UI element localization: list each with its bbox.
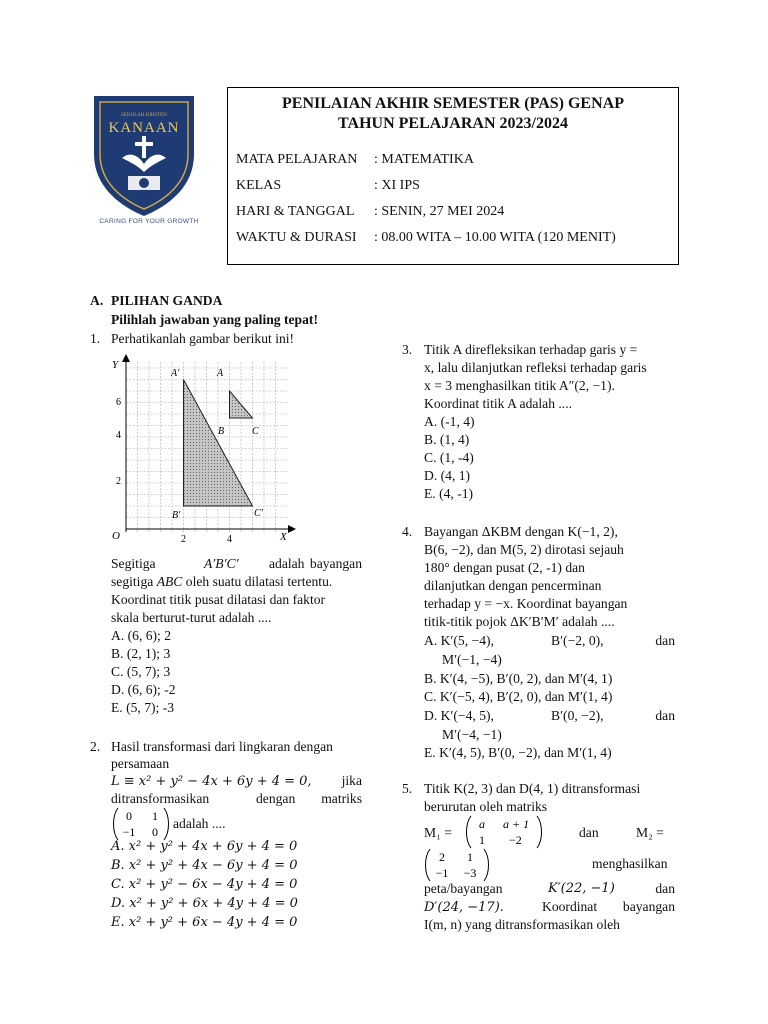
point-label: C <box>252 426 259 437</box>
q2-number: 2. <box>90 739 101 754</box>
y-tick-label: 6 <box>116 397 121 408</box>
q2-option-a[interactable]: A. x² + y² + 4x + 6y + 4 = 0 <box>111 839 298 854</box>
q3-text-line: Titik A direfleksikan terhadap garis y = <box>424 342 638 357</box>
q5-text-line: dan <box>579 825 599 840</box>
q3-text-line: x = 3 menghasilkan titik A″(2, −1). <box>424 378 615 393</box>
x-axis-label: X <box>280 531 287 543</box>
q1-option-d[interactable]: D. (6, 6); -2 <box>111 682 176 697</box>
q4-option-a-cont[interactable]: M′(−1, −4) <box>442 652 502 667</box>
q2-text-line: Hasil transformasi dari lingkaran dengan <box>111 739 333 754</box>
q3-text-line: Koordinat titik A adalah .... <box>424 396 572 411</box>
q4-number: 4. <box>402 524 413 539</box>
info-row-subject <box>236 152 474 168</box>
m1-label: M₁ = <box>424 825 452 840</box>
origin-label: O <box>112 530 120 542</box>
school-logo <box>88 92 200 230</box>
y-tick-label: 4 <box>116 430 121 441</box>
svg-text:−2: −2 <box>509 833 522 847</box>
logo-top-text: SEKOLAH KRISTEN <box>121 113 167 118</box>
info-label: HARI & TANGGAL <box>236 204 355 219</box>
section-title: PILIHAN GANDA <box>111 293 223 308</box>
section-letter: A. <box>90 293 104 308</box>
exam-title: PENILAIAN AKHIR SEMESTER (PAS) GENAP <box>282 95 624 112</box>
q2-text-line: persamaan <box>111 756 170 771</box>
q2-option-c[interactable]: C. x² + y² − 6x − 4y + 4 = 0 <box>111 877 298 892</box>
q5-text-line: Titik K(2, 3) dan D(4, 1) ditransformasi <box>424 781 641 796</box>
svg-text:0: 0 <box>126 809 132 823</box>
q1-figure <box>108 354 298 548</box>
q1-stem: Perhatikanlah gambar berikut ini! <box>111 331 295 346</box>
y-tick-label: 2 <box>116 476 121 487</box>
point-label: A′ <box>171 368 180 379</box>
q3-text-line: x, lalu dilanjutkan refleksi terhadap garis <box>424 360 647 375</box>
svg-text:1: 1 <box>479 833 485 847</box>
logo-name: KANAAN <box>108 120 180 136</box>
q2-option-b[interactable]: B. x² + y² + 4x − 6y + 4 = 0 <box>111 858 298 873</box>
q2-text-line: adalah .... <box>173 816 226 831</box>
q1-option-b[interactable]: B. (2, 1); 3 <box>111 646 171 661</box>
info-value: : XI IPS <box>374 178 420 193</box>
point-label: B′ <box>172 510 181 521</box>
matrix-brackets <box>465 814 543 850</box>
matrix-brackets <box>424 847 490 883</box>
q1-option-e[interactable]: E. (5, 7); -3 <box>111 700 175 715</box>
y-axis-label: Y <box>112 359 119 371</box>
svg-text:−1: −1 <box>435 866 449 880</box>
svg-text:a: a <box>479 817 485 831</box>
exam-header <box>227 87 679 265</box>
svg-text:−3: −3 <box>463 866 477 880</box>
q5-text-line: berurutan oleh matriks <box>424 799 548 814</box>
x-tick-label: 4 <box>227 534 232 545</box>
info-value: : SENIN, 27 MEI 2024 <box>374 204 505 219</box>
info-value: : MATEMATIKA <box>374 152 474 167</box>
q5-text-line: menghasilkan <box>592 856 668 871</box>
y-arrow-icon <box>122 354 130 362</box>
q3-number: 3. <box>402 342 413 357</box>
info-row-date <box>236 204 504 220</box>
q1-text-line: skala berturut-turut adalah .... <box>111 610 272 625</box>
q4-option-a[interactable]: A. K′(5, −4), B′(−2, 0), dan <box>424 633 675 648</box>
svg-text:0: 0 <box>152 825 158 839</box>
info-row-time <box>236 230 616 246</box>
q3-option-a[interactable]: A. (-1, 4) <box>424 414 475 429</box>
q3-option-b[interactable]: B. (1, 4) <box>424 432 470 447</box>
q5-text-line: I(m, n) yang ditransformasikan oleh <box>424 917 620 932</box>
q4-option-b[interactable]: B. K′(4, −5), B′(0, 2), dan M′(4, 1) <box>424 671 613 686</box>
q1-text-line: Koordinat titik pusat dilatasi dan faktor <box>111 592 326 607</box>
q5-text-line: peta/bayangan K′(22, −1) dan <box>424 881 675 896</box>
logo-tagline: CARING FOR YOUR GROWTH <box>99 218 199 225</box>
point-label: C′ <box>254 508 263 519</box>
q2-option-d[interactable]: D. x² + y² + 6x + 4y + 4 = 0 <box>111 896 298 911</box>
q4-option-d-cont[interactable]: M′(−4, −1) <box>442 727 502 742</box>
info-label: MATA PELAJARAN <box>236 152 358 167</box>
q4-text-line: B(6, −2), dan M(5, 2) dirotasi sejauh <box>424 542 624 557</box>
m2-label: M₂ = <box>636 825 664 840</box>
q4-option-c[interactable]: C. K′(−5, 4), B′(2, 0), dan M′(1, 4) <box>424 689 613 704</box>
exam-year: TAHUN PELAJARAN 2023/2024 <box>338 115 568 132</box>
q1-option-c[interactable]: C. (5, 7); 3 <box>111 664 171 679</box>
q3-option-d[interactable]: D. (4, 1) <box>424 468 471 483</box>
svg-text:1: 1 <box>152 809 158 823</box>
q4-text-line: dilanjutkan dengan pencerminan <box>424 578 602 593</box>
svg-text:−1: −1 <box>122 825 136 839</box>
q3-option-c[interactable]: C. (1, -4) <box>424 450 474 465</box>
q2-text-line: L ≡ x² + y² − 4x + 6y + 4 = 0, jika <box>111 773 362 789</box>
point-label: A <box>217 368 224 379</box>
info-row-class <box>236 178 420 194</box>
q1-option-a[interactable]: A. (6, 6); 2 <box>111 628 172 643</box>
dilation-graph <box>108 354 298 548</box>
info-value: : 08.00 WITA – 10.00 WITA (120 MENIT) <box>374 230 616 245</box>
x-arrow-icon <box>288 525 296 533</box>
x-tick-label: 2 <box>181 534 186 545</box>
q5-text-line: D′(24, −17). Koordinat bayangan <box>424 899 675 915</box>
q4-option-d[interactable]: D. K′(−4, 5), B′(0, −2), dan <box>424 708 675 723</box>
point-label: B <box>218 426 225 437</box>
svg-text:2: 2 <box>439 850 445 864</box>
q1-number: 1. <box>90 331 101 346</box>
shield-icon <box>88 92 200 220</box>
svg-text:1: 1 <box>467 850 473 864</box>
q4-text-line: 180° dengan pusat (2, -1) dan <box>424 560 585 575</box>
q5-number: 5. <box>402 781 413 796</box>
q4-text-line: titik-titik pojok ΔK′B′M′ adalah .... <box>424 614 615 629</box>
matrix-brackets <box>111 806 173 842</box>
section-instruction: Pilihlah jawaban yang paling tepat! <box>111 312 318 327</box>
q4-option-e[interactable]: E. K′(4, 5), B′(0, −2), dan M′(1, 4) <box>424 745 612 760</box>
q2-option-e[interactable]: E. x² + y² + 6x − 4y + 4 = 0 <box>111 915 298 930</box>
svg-text:a + 1: a + 1 <box>503 817 530 831</box>
q4-text-line: Bayangan ΔKBM dengan K(−1, 2), <box>424 524 618 539</box>
info-label: WAKTU & DURASI <box>236 230 357 245</box>
q2-text-line: ditransformasikan dengan matriks <box>111 791 362 806</box>
q1-text-line: Segitiga A′B′C′ adalah bayangan <box>111 556 362 571</box>
q3-option-e[interactable]: E. (4, -1) <box>424 486 474 501</box>
info-label: KELAS <box>236 178 282 193</box>
q1-text-line: segitiga ABC oleh suatu dilatasi tertentu. <box>111 574 333 589</box>
q2-matrix <box>111 806 173 842</box>
q4-text-line: terhadap y = −x. Koordinat bayangan <box>424 596 628 611</box>
